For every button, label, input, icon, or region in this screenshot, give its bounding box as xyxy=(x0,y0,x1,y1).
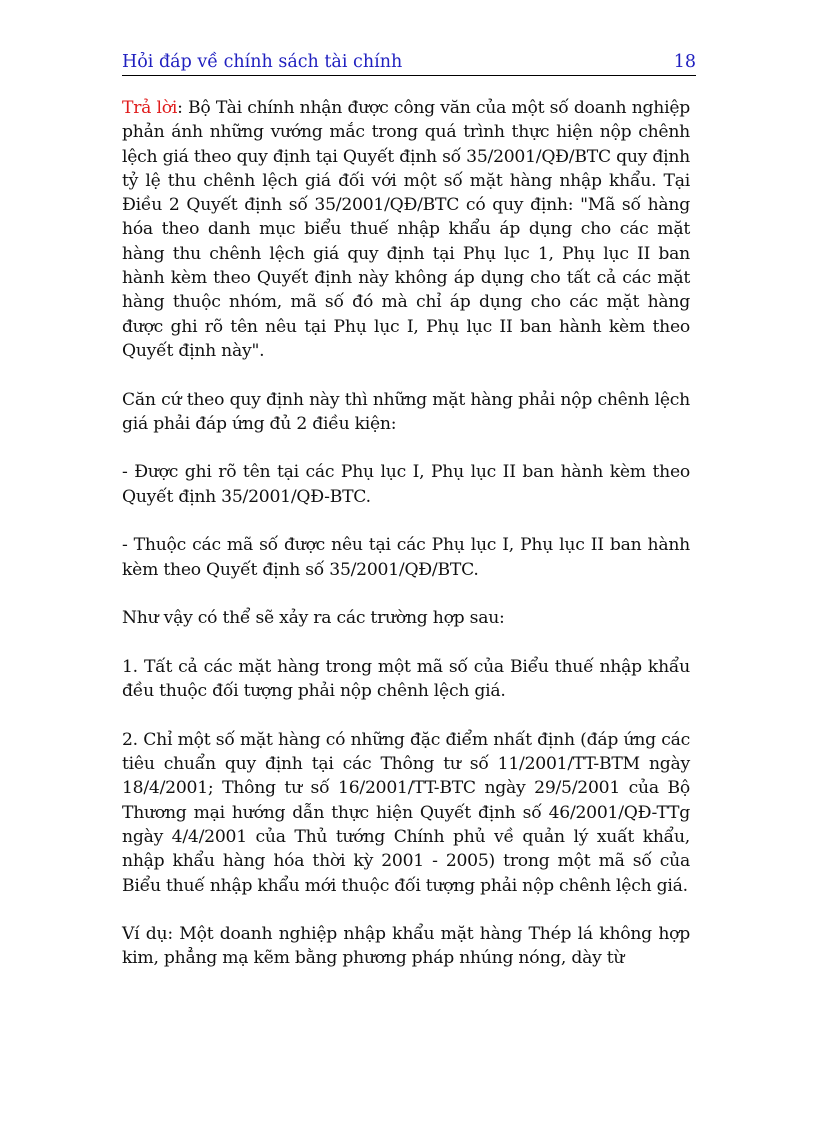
paragraph: Căn cứ theo quy định này thì những mặt hàng phải nộp chênh lệch giá phải đáp ứng đủ 2 điều kiện: xyxy=(122,389,690,434)
answer-label: Trả lời xyxy=(122,98,178,118)
paragraph: - Thuộc các mã số được nêu tại các Phụ lục I, Phụ lục II ban hành kèm theo Quyết định số 35/2001/QĐ/BTC. xyxy=(122,535,690,580)
paragraph: Ví dụ: Một doanh nghiệp nhập khẩu mặt hàng Thép lá không hợp kim, phẳng mạ kẽm bằng phương pháp nhúng nóng, dày từ xyxy=(122,924,690,969)
body-text xyxy=(122,96,690,995)
paragraph: 2. Chỉ một số mặt hàng có những đặc điểm nhất định (đáp ứng các tiêu chuẩn quy định tại các Thông tư số 11/2001/TT-BTM ngày 18/4/2001; Thông tư số 16/2001/TT-BTC ngày 29/5/2001 của Bộ Thương mại hướng dẫn thực hiện Quyết định số 46/2001/QĐ-TTg ngày 4/4/2001 của Thủ tướng Chính phủ về quản lý xuất khẩu, nhập khẩu hàng hóa thời kỳ 2001 - 2005) trong một mã số của Biểu thuế nhập khẩu mới thuộc đối tượng phải nộp chênh lệch giá. xyxy=(122,729,690,896)
paragraph: Như vậy có thể sẽ xảy ra các trường hợp sau: xyxy=(122,608,505,629)
paragraph: - Được ghi rõ tên tại các Phụ lục I, Phụ lục II ban hành kèm theo Quyết định 35/2001/QĐ-BTC. xyxy=(122,462,690,507)
paragraph: 1. Tất cả các mặt hàng trong một mã số của Biểu thuế nhập khẩu đều thuộc đối tượng phải nộp chênh lệch giá. xyxy=(122,656,690,702)
page-number: 18 xyxy=(673,52,696,72)
paragraph-answer-text: : Bộ Tài chính nhận được công văn của một số doanh nghiệp phản ánh những vướng mắc trong quá trình thực hiện nộp chênh lệch giá theo quy định tại Quyết định số 35/2001/QĐ/BTC quy định tỷ lệ thu chênh lệch giá đối với một số mặt hàng nhập khẩu. Tại Điều 2 Quyết định số 35/2001/QĐ/BTC có quy định: "Mã số hàng hóa theo danh mục biểu thuế nhập khẩu áp dụng cho các mặt hàng thu chênh lệch giá quy định tại Phụ lục 1, Phụ lục II ban hành kèm theo Quyết định này không áp dụng cho tất cả các mặt hàng thuộc nhóm, mã số đó mà chỉ áp dụng cho các mặt hàng được ghi rõ tên nêu tại Phụ lục I, Phụ lục II ban hành kèm theo Quyết định này". xyxy=(122,98,691,361)
header-title: Hỏi đáp về chính sách tài chính xyxy=(122,52,403,72)
paragraph-answer xyxy=(122,96,690,363)
page-header xyxy=(122,50,696,76)
